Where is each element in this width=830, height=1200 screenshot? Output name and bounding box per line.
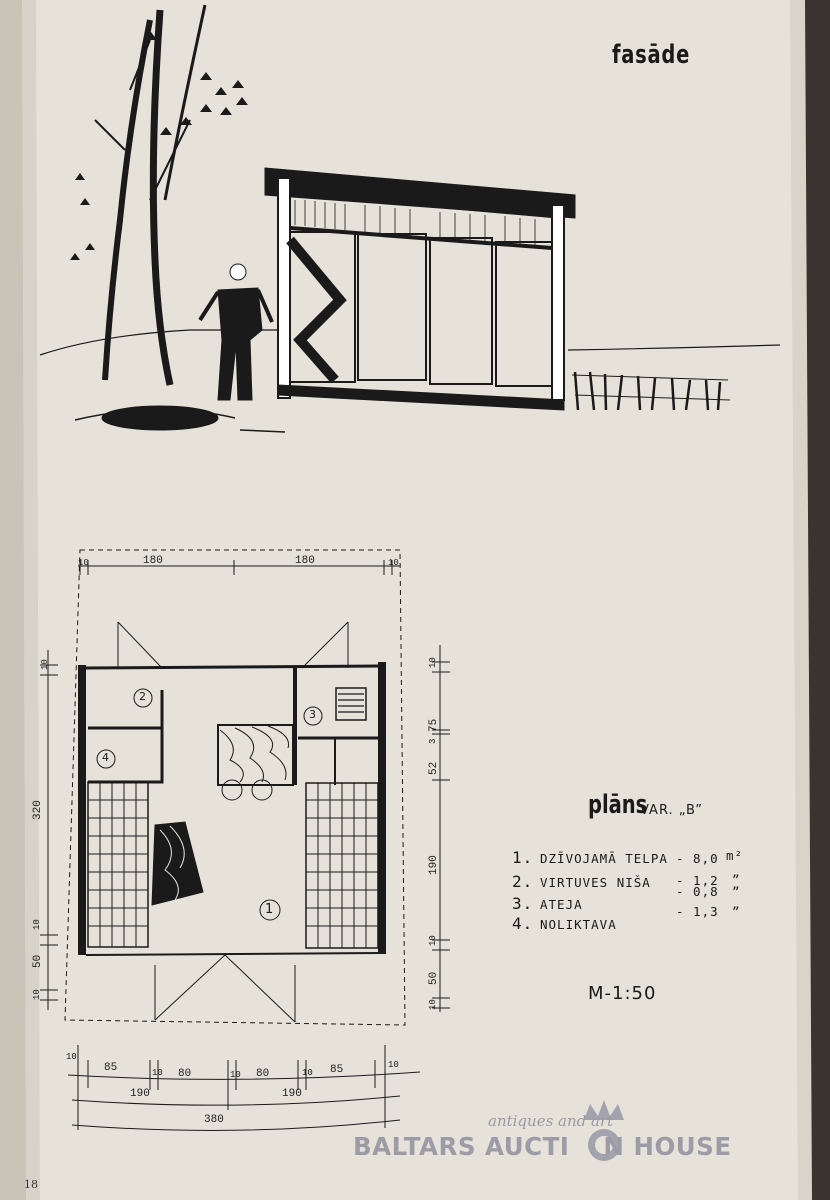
dim-left: 10	[40, 659, 50, 670]
legend-unit: ”	[732, 904, 741, 919]
dim-bottom: 85	[104, 1062, 118, 1074]
legend-name: VIRTUVES NIŠA	[540, 875, 651, 890]
room-marker-4: 4	[102, 751, 109, 764]
dim-bottom: 85	[330, 1064, 344, 1076]
legend-unit: ”	[732, 884, 741, 899]
legend-area: - 0,8	[676, 884, 719, 899]
room-marker-2: 2	[139, 690, 146, 703]
plan-title: plāns	[588, 790, 648, 820]
dim-right: 10	[428, 999, 438, 1010]
room-marker-1: 1	[265, 902, 274, 917]
dim-left: 10	[32, 989, 42, 1000]
dim-top: 180	[143, 555, 163, 567]
dim-top: 10	[78, 558, 89, 568]
legend-area: - 1,2	[676, 873, 719, 888]
dim-right: 50	[428, 971, 440, 985]
dim-right: 52	[428, 761, 440, 775]
legend-num: 3.	[512, 894, 534, 913]
dim-bottom: 10	[152, 1068, 163, 1078]
legend-area: - 8,0	[676, 851, 719, 866]
watermark-brand	[353, 1132, 732, 1161]
page-number: 18	[24, 1178, 38, 1191]
legend-num: 1.	[512, 848, 534, 867]
room-marker-3: 3	[309, 708, 316, 721]
facade-title: fasāde	[612, 40, 691, 70]
dim-bottom: 10	[66, 1052, 77, 1062]
dim-bottom: 380	[204, 1114, 224, 1126]
dim-bottom: 10	[302, 1068, 313, 1078]
dim-right: 190	[428, 855, 440, 875]
scale-label: M-1:50	[588, 983, 657, 1004]
dim-bottom: 80	[178, 1068, 192, 1080]
dim-right: 75	[428, 718, 440, 732]
dim-top: 10	[388, 558, 399, 568]
legend-name: ATEJA	[540, 897, 583, 912]
dim-left: 10	[32, 919, 42, 930]
dim-bottom: 10	[230, 1070, 241, 1080]
dim-right: 3	[428, 738, 438, 744]
legend-num: 2.	[512, 872, 534, 891]
legend-unit: m²	[726, 848, 744, 863]
dim-right: 10	[428, 657, 438, 668]
legend-name: NOLIKTAVA	[540, 917, 617, 932]
legend-unit: ”	[732, 872, 741, 887]
dim-top: 180	[295, 555, 315, 567]
plan-variant: VAR. „B”	[640, 803, 704, 818]
watermark-brand-part2: N HOUSE	[603, 1132, 732, 1161]
legend-name: DZĪVOJAMĀ TELPA	[540, 851, 668, 866]
watermark-tagline: antiques and art	[488, 1112, 614, 1130]
legend-num: 4.	[512, 914, 534, 933]
dim-bottom: 80	[256, 1068, 270, 1080]
legend-area: - 1,3	[676, 904, 719, 919]
watermark-brand-part1: BALTARS AUCTI	[353, 1132, 570, 1161]
dim-left: 50	[32, 954, 44, 968]
dim-bottom: 190	[282, 1088, 302, 1100]
dim-bottom: 190	[130, 1088, 150, 1100]
dim-left: 320	[32, 800, 44, 820]
dim-right: 10	[428, 935, 438, 946]
dim-bottom: 10	[388, 1060, 399, 1070]
